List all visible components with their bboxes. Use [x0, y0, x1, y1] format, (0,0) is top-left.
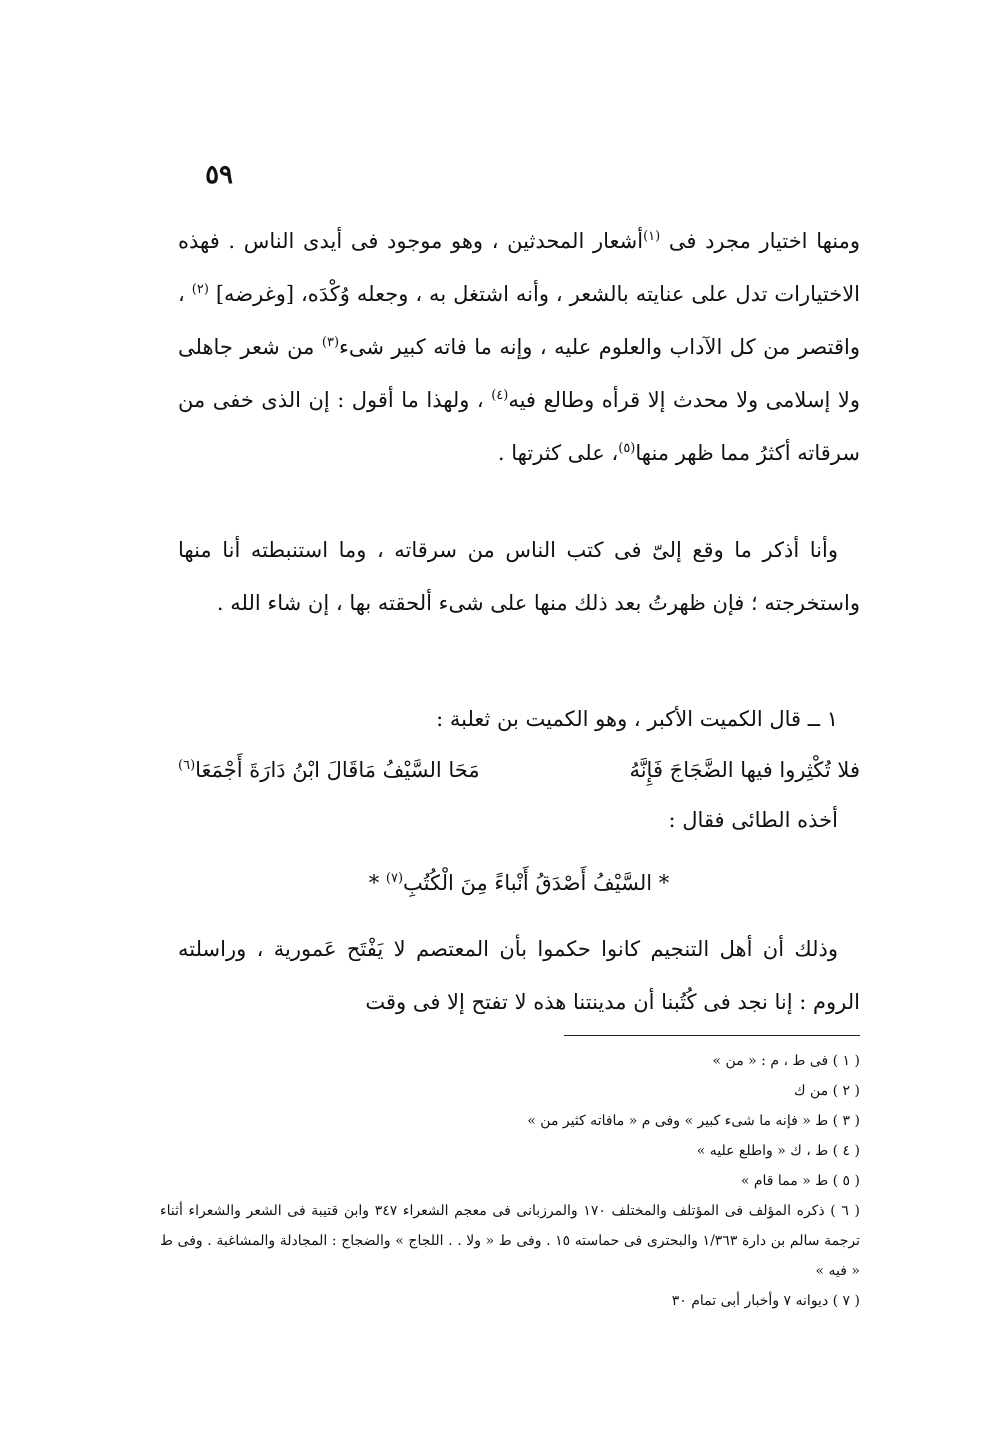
paragraph-text: ، واقتصر من كل الآداب والعلوم عليه ، وإنه ما فاته كبير شىء	[178, 282, 860, 359]
footnote-item: ( ٣ ) ط « فإنه ما شىء كبير » وفى م « مافاته كثير من »	[527, 1113, 860, 1129]
paragraph-text: أشعار المحدثين ، وهو موجود فى أيدى الناس . فهذه الاختيارات تدل على عنايته بالشعر ، وأنه اشتغل به ، وجعله وُكْدَه، [وغرضه]	[178, 229, 861, 306]
footnote-item: ( ٧ ) ديوانه ٧ وأخبار أبى تمام ٣٠	[671, 1293, 860, 1309]
paragraph-text: من شعر جاهلى ولا إسلامى ولا محدث إلا قرأه وطالع فيه	[178, 335, 860, 412]
footnote-marker[interactable]: (٣)	[321, 335, 340, 350]
page-number: ٥٩	[205, 160, 233, 190]
footnote-marker[interactable]: (١)	[643, 229, 661, 244]
footnotes-section	[160, 1046, 860, 1316]
footnote-item: ( ٢ ) من ك	[794, 1083, 860, 1099]
section-intro: ١ ــ قال الكميت الأكبر ، وهو الكميت بن ثعلبة :	[436, 707, 838, 731]
verse-text: * السَّيْفُ أَصْدَقُ أَنْباءً مِنَ الْكُتُبِ	[403, 871, 670, 895]
paragraph-plan	[178, 524, 860, 630]
paragraph-text: ، على كثرتها .	[497, 441, 619, 465]
footnote-marker[interactable]: (٤)	[491, 388, 509, 403]
footnote-marker[interactable]: (٥)	[618, 441, 636, 456]
verse-first-hemistich: فلا تُكْثِروا فيها الضَّجَاجَ فَإِنَّهُ	[629, 758, 860, 782]
section-kumayt	[178, 693, 860, 913]
paragraph-text: ، ولهذا ما أقول : إن الذى خفى من سرقاته أكثرُ مما ظهر منها	[178, 388, 860, 465]
paragraph-text: وأنا أذكر ما وقع إلىّ فى كتب الناس من سرقاته ، وما استنبطته أنا منها واستخرجته ؛ فإن ظهرتُ بعد ذلك منها على شىء ألحقته بها ، إن شاء الله .	[178, 538, 860, 615]
verse-line	[178, 746, 860, 794]
paragraph-text: ومنها اختيار مجرد فى	[660, 229, 860, 253]
footnote-item: ( ٥ ) ط « مما قام »	[740, 1173, 860, 1189]
footnote-marker[interactable]: (٦)	[178, 758, 196, 773]
footnote-marker[interactable]: (٢)	[191, 282, 209, 297]
footnote-item: ( ٤ ) ط ، ك « واطلع عليه »	[696, 1143, 860, 1159]
footnote-divider	[564, 1035, 860, 1036]
footnote-marker[interactable]: (٧)	[385, 871, 404, 886]
paragraph-amorium	[178, 923, 860, 1029]
verse-quotation	[178, 853, 860, 913]
paragraph-text: وذلك أن أهل التنجيم كانوا حكموا بأن المعتصم لا يَفْتَح عَمورية ، وراسلته الروم : إنا نجد فى كُتُبنا أن مدينتنا هذه لا تفتح إلا فى وقت	[178, 937, 860, 1014]
verse-end-mark: *	[368, 871, 386, 895]
verse-second-hemistich: مَحَا السَّيْفُ مَاقَالَ ابْنُ دَارَةَ أَجْمَعَا	[195, 758, 480, 782]
attribution-line: أخذه الطائى فقال :	[668, 808, 838, 832]
footnote-item: ( ٦ ) ذكره المؤلف فى المؤتلف والمختلف ١٧٠ والمرزبانى فى معجم الشعراء ٣٤٧ وابن قتيبة فى الشعر والشعراء أثناء ترجمة سالم بن دارة ١/٣٦٣ والبحترى فى حماسته ١٥ . وفى ط « ولا . . اللجاج » والضجاج : المجادلة والمشاغبة . وفى ط « فيه »	[160, 1203, 860, 1279]
paragraph-selections	[178, 215, 860, 480]
footnote-item: ( ١ ) فى ط ، م : « من »	[712, 1053, 860, 1069]
verse-second-hemistich-wrap	[178, 746, 480, 794]
